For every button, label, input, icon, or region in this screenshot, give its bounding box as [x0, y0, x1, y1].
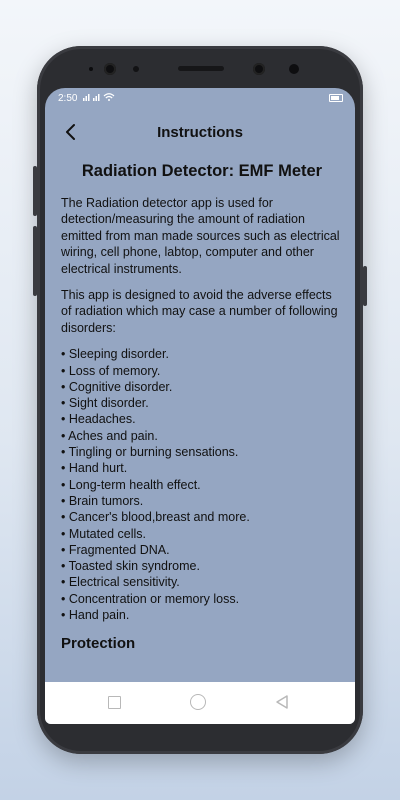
list-item: • Hand hurt.: [61, 461, 128, 476]
list-item: • Headaches.: [61, 412, 136, 427]
list-item: • Brain tumors.: [61, 493, 144, 508]
recents-button[interactable]: [108, 696, 121, 709]
phone-sensor-bar: [37, 46, 363, 94]
app-toolbar: [45, 118, 355, 148]
sensor-dot: [289, 64, 299, 74]
list-item: • Mutated cells.: [61, 526, 146, 541]
triangle-back-icon: [275, 694, 289, 710]
list-item: • Aches and pain.: [61, 428, 158, 443]
instructions-content[interactable]: [61, 162, 343, 662]
disorders-list: [61, 346, 343, 623]
volume-button: [33, 166, 37, 216]
list-item: • Electrical sensitivity.: [61, 575, 180, 590]
status-time: 2:50: [58, 93, 78, 104]
screen: [45, 88, 355, 724]
intro-paragraph: The Radiation detector app is used for detection/measuring the amount of radiation emitted from man made sources such as electrical wiring, cell phone, labtop, computer and other electrical instruments.: [61, 196, 340, 276]
status-bar: [45, 88, 355, 108]
list-item: • Cancer's blood,breast and more.: [61, 510, 250, 525]
earpiece-speaker: [178, 66, 224, 71]
list-item: • Sleeping disorder.: [61, 347, 169, 362]
list-item: • Hand pain.: [61, 608, 130, 622]
list-item: • Fragmented DNA.: [61, 542, 170, 557]
system-back-button[interactable]: [275, 694, 289, 710]
battery-icon: [329, 94, 343, 102]
page-title: Instructions: [157, 124, 243, 141]
volume-button-2: [33, 226, 37, 296]
purpose-paragraph: This app is designed to avoid the adverse effects of radiation which may case a number of following disorders:: [61, 288, 338, 335]
signal-wifi-icon: [83, 92, 117, 104]
list-item: • Tingling or burning sensations.: [61, 445, 239, 460]
list-item: • Loss of memory.: [61, 363, 161, 378]
power-button: [363, 266, 367, 306]
list-item: • Long-term health effect.: [61, 477, 201, 492]
system-nav-bar: [45, 682, 355, 724]
sensor-dot: [133, 66, 139, 72]
document-title: Radiation Detector: EMF Meter: [81, 162, 323, 180]
list-item: • Sight disorder.: [61, 396, 149, 411]
sensor-dot: [89, 67, 93, 71]
section-title-protection: Protection: [61, 635, 136, 653]
list-item: • Concentration or memory loss.: [61, 591, 240, 606]
phone-frame: [37, 46, 363, 754]
front-camera-icon: [104, 63, 116, 75]
home-button[interactable]: [190, 694, 206, 710]
list-item: • Toasted skin syndrome.: [61, 559, 200, 574]
list-item: • Cognitive disorder.: [61, 379, 173, 394]
camera-lens-icon: [253, 63, 265, 75]
